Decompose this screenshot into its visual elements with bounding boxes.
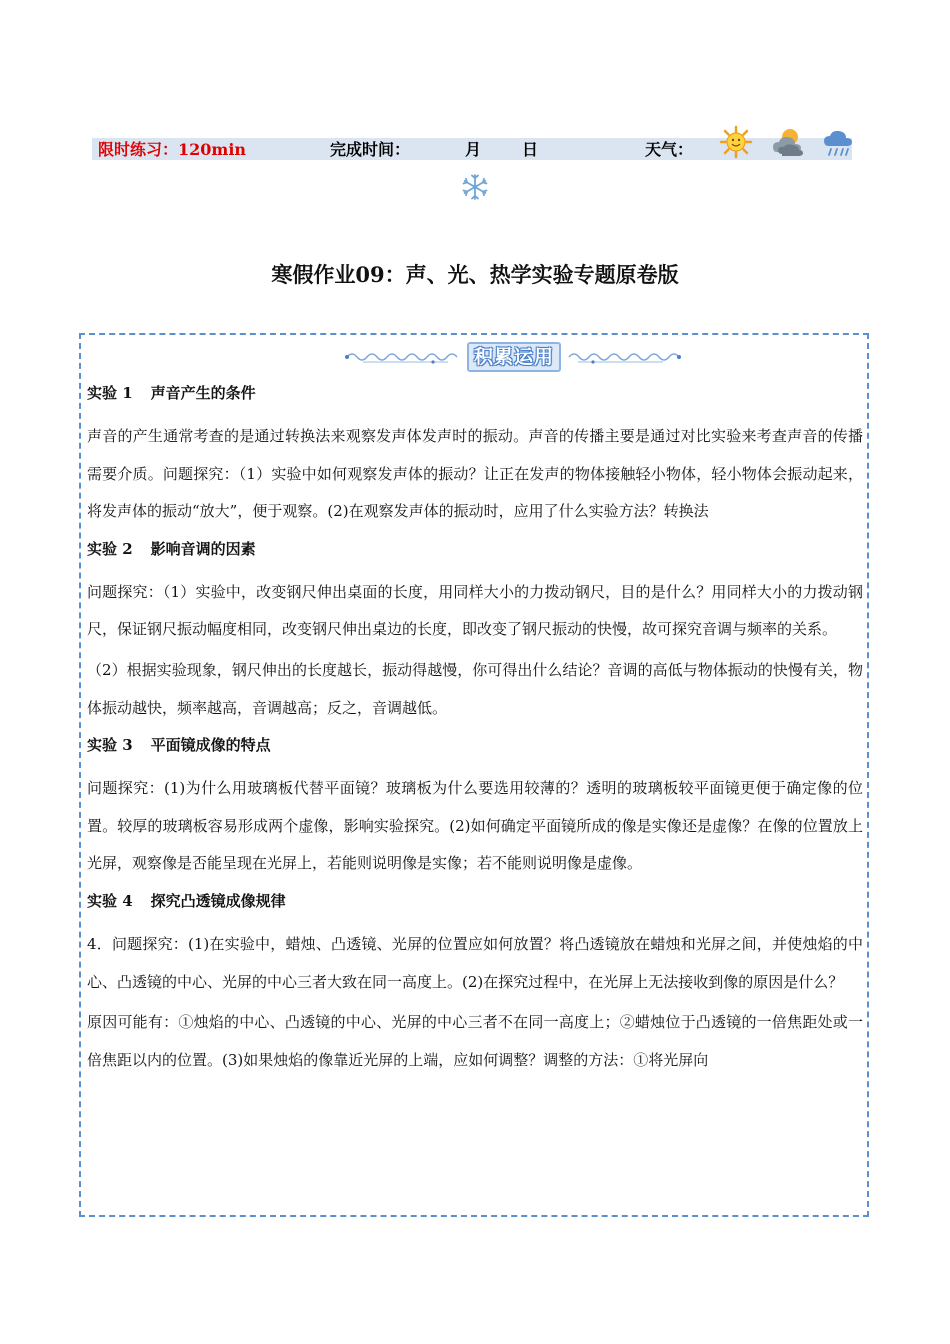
section-title: 影响音调的因素 [150,539,256,558]
section-heading [87,730,863,760]
partly-cloudy-icon [770,126,808,158]
section-title: 平面镜成像的特点 [150,736,271,755]
section-heading [87,534,863,564]
time-limit-label: 限时练习：120min [98,140,247,159]
month-label: 月 [465,140,482,159]
section-heading [87,378,863,408]
banner-label: 积累运用 [467,342,561,372]
page-title: 寒假作业09：声、光、热学实验专题原卷版 [271,262,679,287]
section-number: 实验 3 [87,736,133,755]
section-title: 声音产生的条件 [150,384,256,402]
completion-time-label: 完成时间： [330,140,411,159]
section-paragraph: 问题探究：（1）实验中，改变钢尺伸出桌面的长度，用同样大小的力拨动钢尺，目的是什么？用同样大小的力拨动钢尺，保证钢尺振动幅度相同，改变钢尺伸出桌边的长度，即改变了钢尺振动的快慢，故可探究音调与频率的关系。 [87,582,863,639]
snowflake-icon [461,173,489,201]
section-number: 实验 1 [87,384,133,402]
section-paragraph: 问题探究：(1)为什么用玻璃板代替平面镜？玻璃板为什么要选用较薄的？透明的玻璃板较平面镜更便于确定像的位置。较厚的玻璃板容易形成两个虚像，影响实验探究。(2)如何确定平面镜所成的像是实像还是虚像？在像的位置放上光屏，观察像是否能呈现在光屏上，若能则说明像是实像；若不能则说明像是虚像。 [87,779,863,873]
content [87,378,863,1082]
section-paragraph: 原因可能有：①烛焰的中心、凸透镜的中心、光屏的中心三者不在同一高度上；②蜡烛位于凸透镜的一倍焦距处或一倍焦距以内的位置。(3)如果烛焰的像靠近光屏的上端，应如何调整？调整的方法：①将光屏向 [87,1013,863,1069]
sun-icon [719,125,753,159]
section-paragraph: （2）根据实验现象，钢尺伸出的长度越长，振动得越慢，你可得出什么结论？音调的高低与物体振动的快慢有关，物体振动越快，频率越高，音调越高；反之，音调越低。 [87,660,863,717]
section-paragraph: 声音的产生通常考查的是通过转换法来观察发声体发声时的振动。声音的传播主要是通过对比实验来考查声音的传播需要介质。问题探究：（1）实验中如何观察发声体的振动？让正在发声的物体接触轻小物体，轻小物体会振动起来，将发声体的振动“放大”，便于观察。(2)在观察发声体的振动时，应用了什么实验方法？转换法 [87,427,863,521]
section-heading [87,886,863,916]
day-label: 日 [522,140,539,159]
section-number: 实验 4 [87,891,133,910]
weather-label: 天气： [645,140,694,159]
rain-cloud-icon [822,127,854,159]
section-number: 实验 2 [87,539,133,558]
section-title: 探究凸透镜成像规律 [150,891,286,910]
section-paragraph: 4．问题探究：(1)在实验中，蜡烛、凸透镜、光屏的位置应如何放置？将凸透镜放在蜡烛和光屏之间，并使烛焰的中心、凸透镜的中心、光屏的中心三者大致在同一高度上。(2)在探究过程中，在光屏上无法接收到像的原因是什么？ [87,934,863,991]
